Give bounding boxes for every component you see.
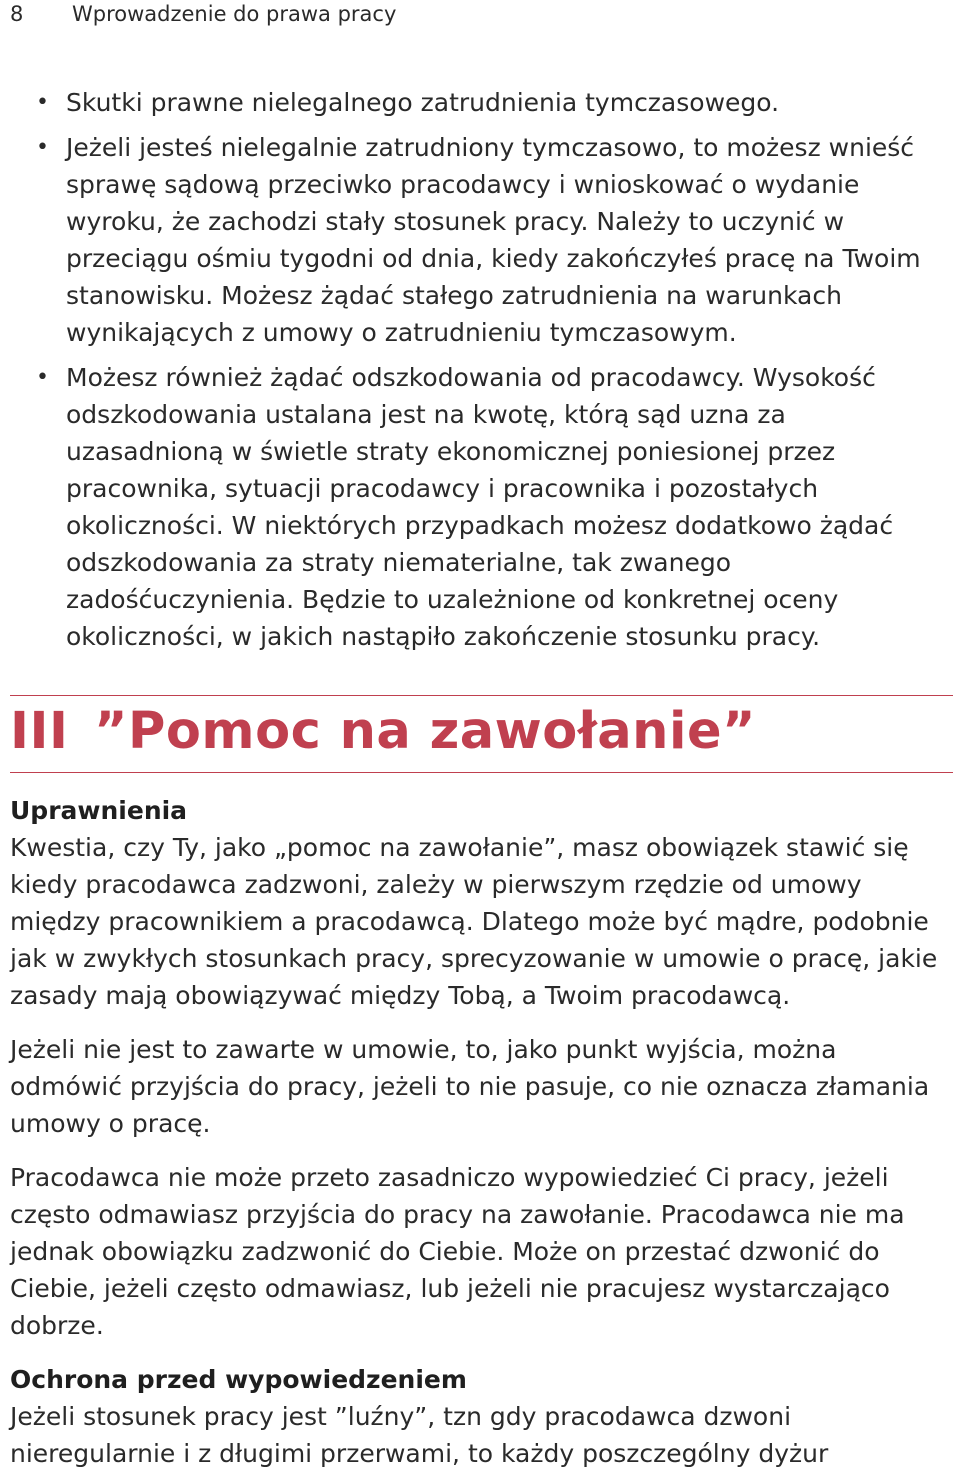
section-rule-bottom	[10, 772, 953, 773]
subsection-heading: Ochrona przed wypowiedzeniem	[10, 1365, 467, 1394]
bullet-icon: •	[36, 90, 49, 115]
bullet-text: Skutki prawne nielegalnego zatrudnienia tymczasowego.	[66, 88, 780, 117]
subsection-heading: Uprawnienia	[10, 796, 188, 825]
section-title	[10, 702, 756, 761]
bullet-item	[0, 129, 960, 351]
bullet-item	[0, 84, 960, 121]
section-title-text: ”Pomoc na zawołanie”	[94, 702, 757, 761]
bullet-text: Jeżeli jesteś nielegalnie zatrudniony tymczasowo, to możesz wnieść sprawę sądową przeciwko pracodawcy i wnioskować o wydanie wyroku, że zachodzi stały stosunek pracy. Należy to uczynić w przeciągu ośmiu tygodni od dnia, kiedy zakończyłeś pracę na Twoim stanowisku. Możesz żądać stałego zatrudnienia na warunkach wynikających z umowy o zatrudnieniu tymczasowym.	[66, 133, 921, 347]
bullet-item	[0, 359, 960, 655]
section-number: III	[10, 702, 69, 761]
bullet-text: Możesz również żądać odszkodowania od pracodawcy. Wysokość odszkodowania ustalana jest na kwotę, którą sąd uzna za uzasadnioną w świetle straty ekonomicznej poniesionej przez pracownika, sytuacji pracodawcy i pracownika i pozostałych okoliczności. W niektórych przypadkach możesz dodatkowo żądać odszkodowania za straty niematerialne, tak zwanego zadośćuczynienia. Będzie to uzależnione od konkretnej oceny okoliczności, w jakich nastąpiło zakończenie stosunku pracy.	[66, 363, 894, 651]
bullet-list	[0, 84, 960, 663]
paragraph: Kwestia, czy Ty, jako „pomoc na zawołanie”, masz obowiązek stawić się kiedy pracodawca zadzwoni, zależy w pierwszym rzędzie od umowy między pracownikiem a pracodawcą. Dlatego może być mądre, podobnie jak w zwykłych stosunkach pracy, sprecyzowanie w umowie o pracę, jakie zasady mają obowiązywać między Tobą, a Twoim pracodawcą.	[10, 833, 938, 1010]
section-rule-top	[10, 695, 953, 696]
bullet-icon: •	[36, 135, 49, 160]
paragraph: Jeżeli nie jest to zawarte w umowie, to, jako punkt wyjścia, można odmówić przyjścia do pracy, jeżeli to nie pasuje, co nie oznacza złamania umowy o pracę.	[10, 1035, 930, 1138]
paragraph: Jeżeli stosunek pracy jest ”luźny”, tzn gdy pracodawca dzwoni nieregularnie i z długimi przerwami, to każdy poszczególny dyżur	[10, 1402, 829, 1468]
paragraph: Pracodawca nie może przeto zasadniczo wypowiedzieć Ci pracy, jeżeli często odmawiasz przyjścia do pracy na zawołanie. Pracodawca nie ma jednak obowiązku zadzwonić do Ciebie. Może on przestać dzwonić do Ciebie, jeżeli często odmawiasz, lub jeżeli nie pracujesz wystarczająco dobrze.	[10, 1163, 905, 1340]
bullet-icon: •	[36, 365, 49, 390]
running-title: Wprowadzenie do prawa pracy	[72, 2, 397, 26]
subsection-uprawnienia	[10, 792, 955, 1472]
running-header	[10, 2, 396, 26]
page-number: 8	[10, 2, 24, 26]
